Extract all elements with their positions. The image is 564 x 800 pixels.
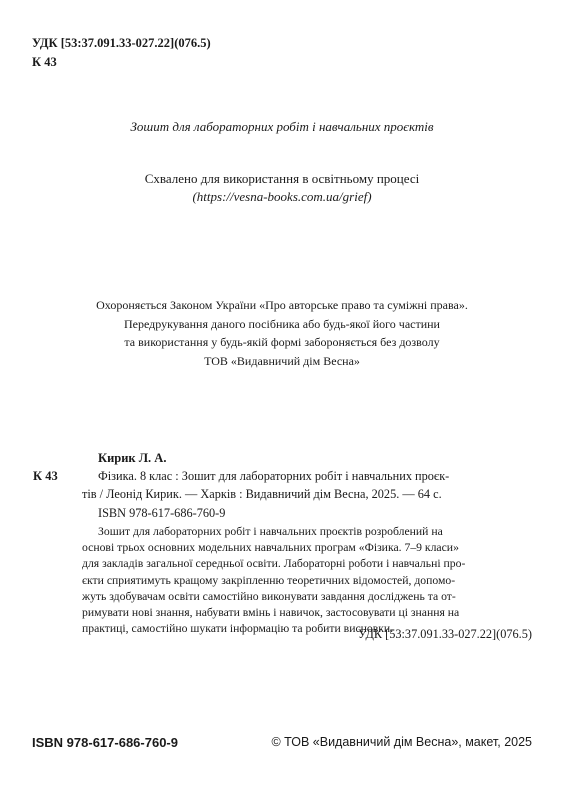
catalog-description-line: тів / Леонід Кирик. — Харків : Видавничий дім Весна, 2025. — 64 с. <box>82 487 442 501</box>
book-subtitle: Зошит для лабораторних робіт і навчальних проєктів <box>130 119 434 134</box>
annotation-line: єкти сприятимуть кращому закріпленню теоретичних відомостей, допомо- <box>82 573 456 587</box>
copyright-notice <box>0 296 564 370</box>
catalog-description-line: Фізика. 8 клас : Зошит для лабораторних робіт і навчальних проєк- <box>98 469 450 483</box>
annotation-line: основі трьох основних модельних навчальних програм «Фізика. 7–9 класи» <box>82 541 459 555</box>
catalog-author: Кирик Л. А. <box>98 451 167 465</box>
annotation-line: жуть здобувачам освіти самостійно виконувати завдання досліджень та от- <box>82 589 456 603</box>
copyright-notice-line: Передрукування даного посібника або будь-якої його частини <box>124 316 440 331</box>
udk-code: УДК [53:37.091.33-027.22](076.5) <box>32 36 211 50</box>
copyright-notice-line: Охороняється Законом України «Про авторське право та суміжні права». <box>96 298 468 312</box>
copyright-notice-line: та використання у будь-якій формі забороняється без дозволу <box>124 335 440 349</box>
annotation-line: для закладів загальної середньої освіти. Лабораторні роботи і навчальні про- <box>82 557 466 571</box>
annotation-line: Зошит для лабораторних робіт і навчальних проєктів розроблений на <box>98 525 443 538</box>
annotation <box>82 524 532 637</box>
footer-isbn: ISBN 978-617-686-760-9 <box>32 735 178 750</box>
udk-code-bottom: УДК [53:37.091.33-027.22](076.5) <box>358 627 532 641</box>
approval-line: Схвалено для використання в освітньому процесі <box>144 171 420 186</box>
footer-copyright: © ТОВ «Видавничий дім Весна», макет, 2025 <box>271 735 532 749</box>
catalog-index: К 43 <box>33 469 58 483</box>
catalog-isbn: ISBN 978-617-686-760-9 <box>98 506 226 520</box>
copyright-notice-line: ТОВ «Видавничий дім Весна» <box>204 353 360 368</box>
annotation-line: римувати нові знання, набувати вмінь і навичок, застосовувати ці знання на <box>82 606 460 620</box>
author-index: К 43 <box>32 55 57 69</box>
approval-url: (https://vesna-books.com.ua/grief) <box>192 189 372 204</box>
annotation-line: практиці, самостійно шукати інформацію та робити висновки. <box>82 622 394 636</box>
